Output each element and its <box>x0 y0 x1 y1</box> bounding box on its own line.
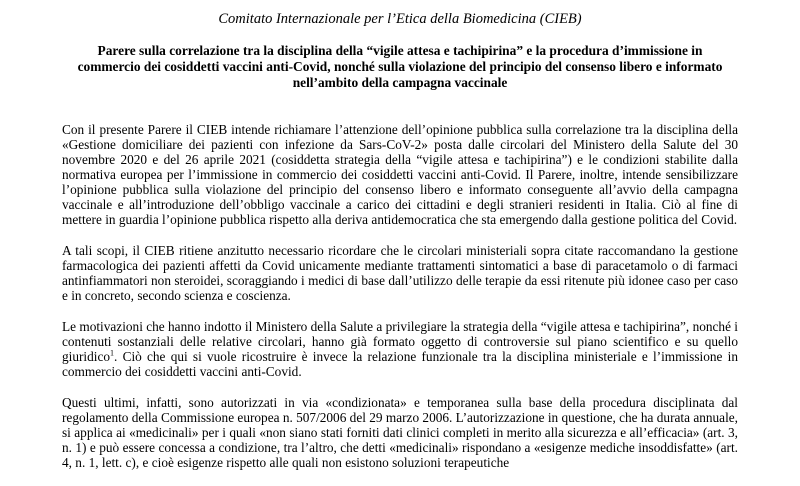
paragraph-3-text-cont: . Ciò che qui si vuole ricostruire è invece la relazione funzionale tra la disciplina ministeriale e l’immissione in commercio dei cosiddetti vaccini anti-Covid. <box>62 349 738 379</box>
paragraph-3 <box>62 319 738 379</box>
document-title: Parere sulla correlazione tra la disciplina della “vigile attesa e tachipirina” e la procedura d’immissione in commercio dei cosiddetti vaccini anti-Covid, nonché sulla violazione del principio del consenso libero e informato nell’ambito della campagna vaccinale <box>77 43 723 90</box>
paragraph-3-text: Le motivazioni che hanno indotto il Ministero della Salute a privilegiare la strategia della “vigile attesa e tachipirina”, nonché i contenuti sostanziali delle relative circolari, hanno già formato oggetto di controversie sul piano scientifico e su quello giuridico <box>62 319 738 364</box>
document-header: Comitato Internazionale per l’Etica della Biomedicina (CIEB) <box>218 11 582 27</box>
paragraph-2: A tali scopi, il CIEB ritiene anzitutto necessario ricordare che le circolari ministeriali sopra citate raccomandano la gestione farmacologica dei pazienti affetti da Covid unicamente mediante trattamenti sintomatici a base di paracetamolo o di farmaci antinfiammatori non steroidei, scoraggiando i medici di base dall’utilizzo delle terapie da essi ritenute più idonee caso per caso e in concreto, secondo scienza e coscienza. <box>62 243 738 303</box>
document-body <box>62 122 738 486</box>
footnote-ref-1[interactable]: 1 <box>110 348 115 358</box>
paragraph-4: Questi ultimi, infatti, sono autorizzati in via «condizionata» e temporanea sulla base della procedura disciplinata dal regolamento della Commissione europea n. 507/2006 del 29 marzo 2006. L’autorizzazione in questione, che ha durata annuale, si applica ai «medicinali» per i quali «non siano stati forniti dati clinici completi in merito alla sicurezza e all’efficacia» (art. 3, n. 1) e può essere concessa a condizione, tra l’altro, che detti «medicinali» rispondano a «esigenze mediche insoddisfatte» (art. 4, n. 1, lett. c), e cioè esigenze rispetto alle quali non esistono soluzioni terapeutiche <box>62 395 738 470</box>
paragraph-1: Con il presente Parere il CIEB intende richiamare l’attenzione dell’opinione pubblica sulla correlazione tra la disciplina della «Gestione domiciliare dei pazienti con infezione da Sars-CoV-2» posta dalle circolari del Ministero della Salute del 30 novembre 2020 e del 26 aprile 2021 (cosiddetta strategia della “vigile attesa e tachipirina”) e le condizioni stabilite dalla normativa europea per l’immissione in commercio dei cosiddetti vaccini anti-Covid. Il Parere, inoltre, intende sensibilizzare l’opinione pubblica sulla violazione del principio del consenso libero e informato conseguente all’avvio della campagna vaccinale e all’introduzione dell’obbligo vaccinale a carico dei cittadini e degli stranieri residenti in Italia. Ciò al fine di mettere in guardia l’opinione pubblica rispetto alla deriva antidemocratica che sta emergendo dalla gestione politica del Covid. <box>62 122 738 227</box>
